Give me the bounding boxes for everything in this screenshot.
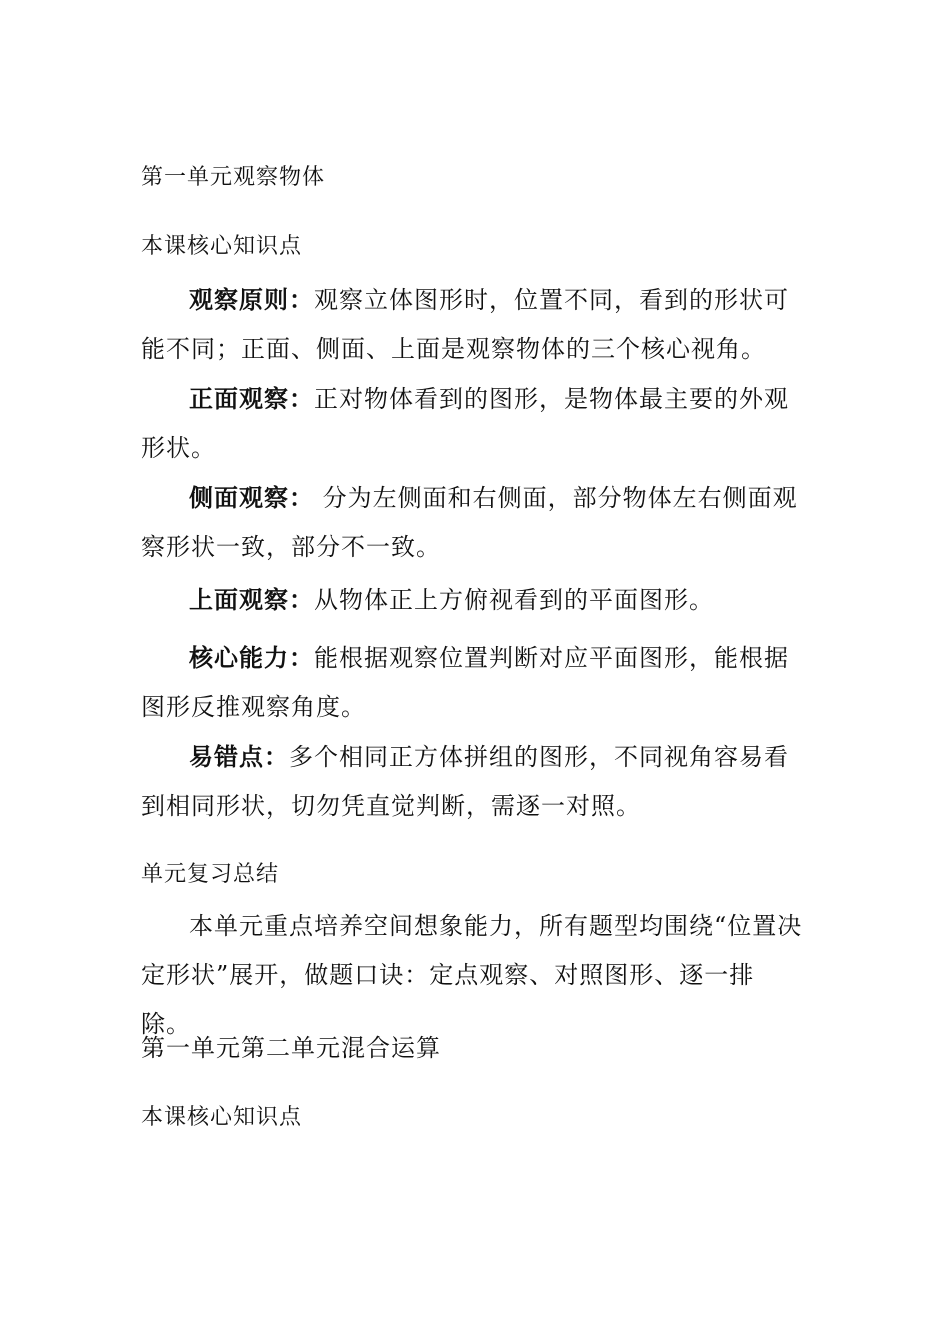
point-label: 易错点： bbox=[189, 742, 289, 771]
point-side-view bbox=[141, 473, 803, 572]
point-text: 能根据观察位置判断对应平面图形，能根据图形反推观察角度。 bbox=[141, 644, 789, 721]
point-top-view bbox=[141, 584, 803, 616]
point-text: 分为左侧面和右侧面，部分物体左右侧面观察形状一致，部分不一致。 bbox=[141, 484, 798, 561]
point-text: 正对物体看到的图形，是物体最主要的外观形状。 bbox=[141, 385, 789, 462]
point-label: 上面观察： bbox=[189, 585, 314, 614]
point-label: 核心能力： bbox=[189, 643, 314, 672]
unit1-summary-title: 单元复习总结 bbox=[141, 862, 280, 887]
point-front-view bbox=[141, 374, 803, 473]
point-label: 正面观察： bbox=[189, 384, 314, 413]
unit1-section-title: 本课核心知识点 bbox=[141, 234, 303, 259]
point-core-ability bbox=[141, 633, 803, 732]
unit2-section-title: 本课核心知识点 bbox=[141, 1105, 303, 1130]
point-observation-principle bbox=[141, 275, 803, 374]
unit1-summary-text: 本单元重点培养空间想象能力，所有题型均围绕“位置决定形状”展开，做题口诀：定点观察、对照图形、逐一排除。 bbox=[141, 912, 803, 1038]
point-text: 从物体正上方俯视看到的平面图形。 bbox=[314, 586, 714, 614]
point-common-mistakes bbox=[141, 732, 803, 831]
unit2-title: 第一单元第二单元混合运算 bbox=[141, 1034, 441, 1062]
point-text: 多个相同正方体拼组的图形，不同视角容易看到相同形状，切勿凭直觉判断，需逐一对照。 bbox=[141, 743, 789, 820]
unit1-title: 第一单元观察物体 bbox=[141, 165, 326, 190]
point-text: 观察立体图形时，位置不同，看到的形状可能不同；正面、侧面、上面是观察物体的三个核心视角。 bbox=[141, 286, 789, 363]
point-label: 观察原则： bbox=[189, 285, 314, 314]
point-label: 侧面观察： bbox=[189, 483, 314, 512]
